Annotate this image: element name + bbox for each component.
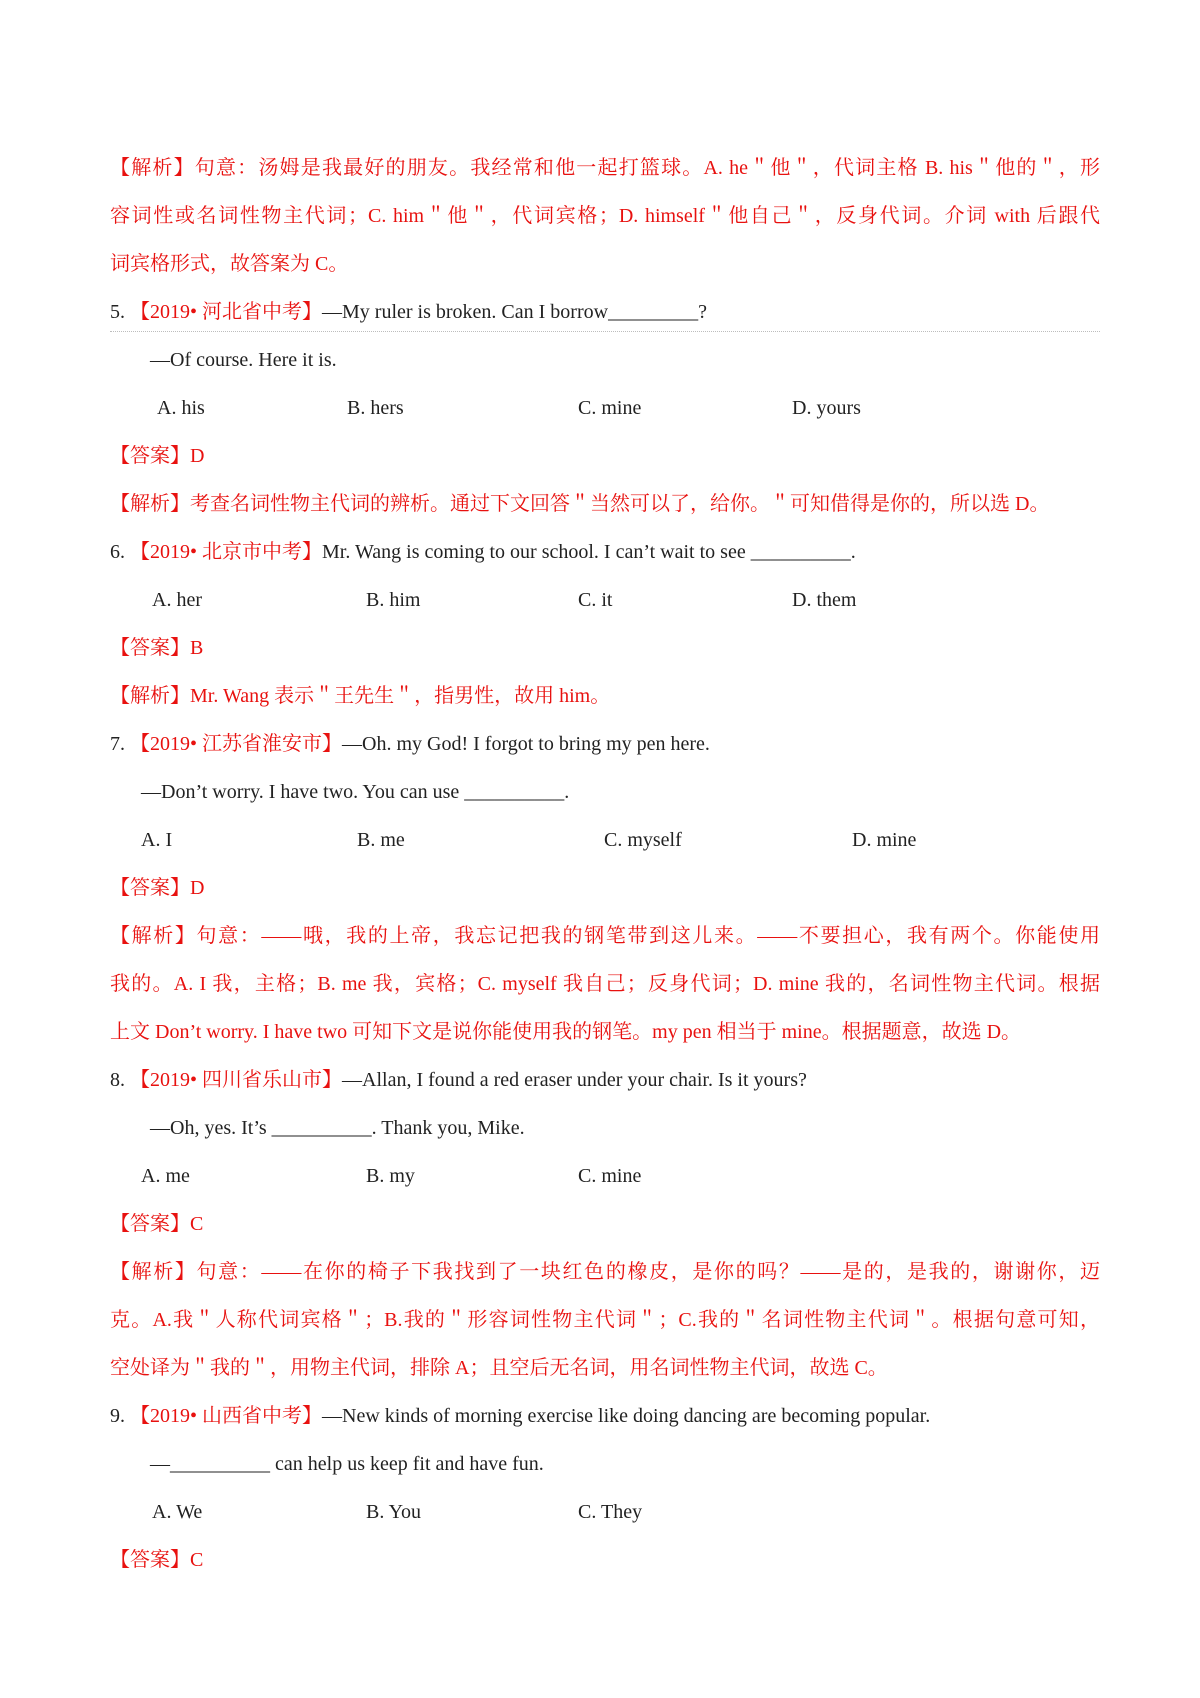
q6-analysis: 【解析】Mr. Wang 表示＂王先生＂，指男性，故用 him。 — [110, 685, 611, 707]
q7-option-b: B. me — [357, 829, 405, 851]
q5-analysis: 【解析】考查名词性物主代词的辨析。通过下文回答＂当然可以了，给你。＂可知借得是你的，所以选 D。 — [110, 493, 1050, 515]
q5-question — [110, 297, 1100, 327]
q8-number: 8. — [110, 1069, 125, 1091]
q4-analysis-line3: 词宾格形式，故答案为 C。 — [110, 253, 349, 275]
q5-option-c: C. mine — [578, 397, 642, 419]
q7-analysis-line3: 上文 Don’t worry. I have two 可知下文是说你能使用我的钢笔。my pen 相当于 mine。根据题意，故选 D。 — [110, 1021, 1022, 1043]
q5-number: 5. — [110, 301, 125, 323]
q5-option-a: A. his — [157, 397, 205, 419]
q9-option-c: C. They — [578, 1501, 643, 1523]
q9-number: 9. — [110, 1405, 125, 1427]
q7-source: 【2019• 江苏省淮安市】 — [130, 733, 343, 755]
q7-option-a: A. I — [141, 829, 173, 851]
q6-option-c: C. it — [578, 589, 613, 611]
q6-answer: 【答案】B — [110, 637, 204, 659]
q7-number: 7. — [110, 733, 125, 755]
q7-reply: —Don’t worry. I have two. You can use __________. — [141, 781, 570, 803]
q8-analysis-line3: 空处译为＂我的＂，用物主代词，排除 A；且空后无名词，用名词性物主代词，故选 C。 — [110, 1357, 888, 1379]
q4-analysis-line1: 【解析】句意：汤姆是我最好的朋友。我经常和他一起打篮球。A. he＂他＂，代词主格 B. his＂他的＂，形 — [110, 157, 1100, 179]
q6-option-d: D. them — [792, 589, 857, 611]
q5-reply: —Of course. Here it is. — [150, 349, 337, 371]
q9-answer: 【答案】C — [110, 1549, 204, 1571]
q8-option-c: C. mine — [578, 1165, 642, 1187]
divider — [110, 331, 1100, 332]
q8-question — [110, 1065, 1100, 1095]
q7-option-d: D. mine — [852, 829, 917, 851]
q8-analysis-line2: 克。A.我＂人称代词宾格＂；B.我的＂形容词性物主代词＂；C.我的＂名词性物主代词＂。根据句意可知， — [110, 1309, 1100, 1331]
q4-analysis-line2: 容词性或名词性物主代词；C. him＂他＂，代词宾格；D. himself＂他自己＂，反身代词。介词 with 后跟代 — [110, 205, 1100, 227]
q8-option-b: B. my — [366, 1165, 415, 1187]
q9-option-b: B. You — [366, 1501, 422, 1523]
q5-stem: —My ruler is broken. Can I borrow_________? — [322, 301, 707, 323]
q8-stem: —Allan, I found a red eraser under your chair. Is it yours? — [342, 1069, 807, 1091]
q5-source: 【2019• 河北省中考】 — [130, 301, 323, 323]
q6-question — [110, 537, 1100, 567]
q9-stem: —New kinds of morning exercise like doing dancing are becoming popular. — [322, 1405, 931, 1427]
q8-analysis-line1: 【解析】句意：——在你的椅子下我找到了一块红色的橡皮，是你的吗？——是的，是我的，谢谢你，迈 — [110, 1261, 1100, 1283]
q6-number: 6. — [110, 541, 125, 563]
q7-question — [110, 729, 1100, 759]
q9-question — [110, 1401, 1100, 1431]
q7-analysis-line1: 【解析】句意：——哦，我的上帝，我忘记把我的钢笔带到这儿来。——不要担心，我有两个。你能使用 — [110, 925, 1100, 947]
q6-option-b: B. him — [366, 589, 421, 611]
q6-source: 【2019• 北京市中考】 — [130, 541, 323, 563]
q7-answer: 【答案】D — [110, 877, 205, 899]
q7-analysis-line2: 我的。A. I 我，主格；B. me 我，宾格；C. myself 我自己；反身代词；D. mine 我的，名词性物主代词。根据 — [110, 973, 1100, 995]
q8-option-a: A. me — [141, 1165, 190, 1187]
q5-option-b: B. hers — [347, 397, 404, 419]
q5-option-d: D. yours — [792, 397, 861, 419]
q8-reply: —Oh, yes. It’s __________. Thank you, Mike. — [150, 1117, 525, 1139]
q7-option-c: C. myself — [604, 829, 682, 851]
q9-source: 【2019• 山西省中考】 — [130, 1405, 323, 1427]
q8-answer: 【答案】C — [110, 1213, 204, 1235]
q6-stem: Mr. Wang is coming to our school. I can’t wait to see __________. — [322, 541, 856, 563]
q8-source: 【2019• 四川省乐山市】 — [130, 1069, 343, 1091]
q9-reply: —__________ can help us keep fit and have fun. — [150, 1453, 544, 1475]
q7-stem: —Oh. my God! I forgot to bring my pen here. — [342, 733, 710, 755]
q6-option-a: A. her — [152, 589, 202, 611]
q5-answer: 【答案】D — [110, 445, 205, 467]
q9-option-a: A. We — [152, 1501, 203, 1523]
